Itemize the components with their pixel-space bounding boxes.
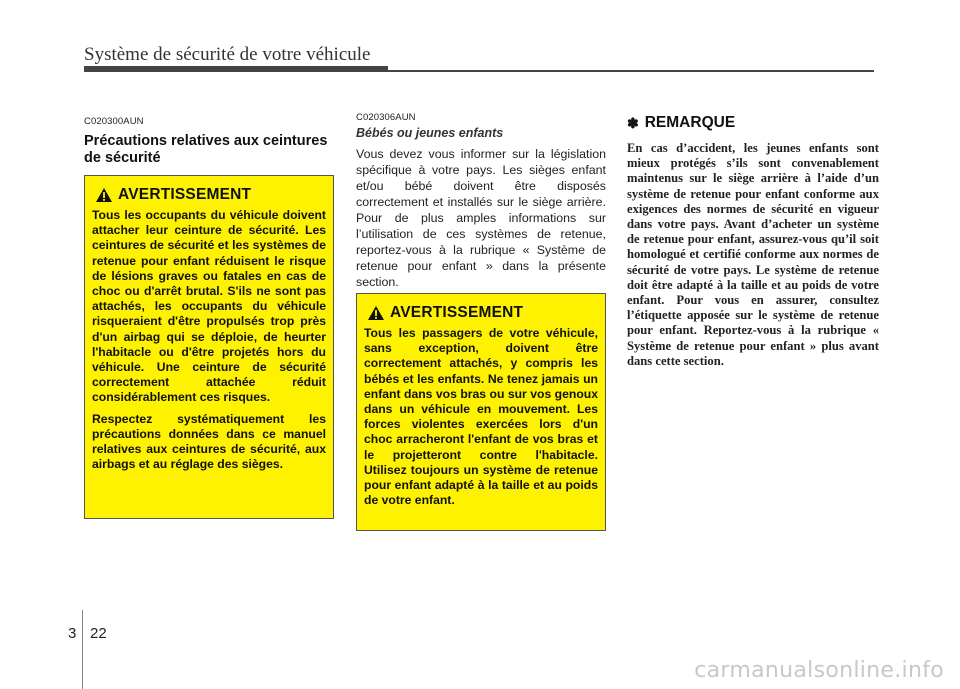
chapter-number: 3 xyxy=(68,625,77,642)
header-accent-bar xyxy=(84,66,388,72)
section-code: C020306AUN xyxy=(356,112,416,123)
remark-body: En cas d’accident, les jeunes enfants sont mieux protégés s’ils sont convenablement maintenus sur le siège arrière à l’aide d’un système de retenue pour enfant conforme aux exigences des normes de sécurité en vigueur dans votre pays. Avant d’acheter un système de retenue pour enfant, assurez-vous qu’il soit homologué et certifié conforme aux normes de sécurité de votre pays. Le système de retenue doit être adapté à la taille et au poids de votre enfant. Pour vous en assurer, consultez l’étiquette apposée sur le système de retenue pour enfant. Reportez-vous à la rubrique « Système de retenue pour enfant » plus avant dans cette section. xyxy=(627,141,879,368)
watermark: carmanualsonline.info xyxy=(694,658,944,683)
remark-header xyxy=(627,114,879,132)
warning-box-children xyxy=(356,293,606,531)
remark-title: REMARQUE xyxy=(644,114,736,131)
page-header-title: Système de sécurité de votre véhicule xyxy=(84,44,371,65)
warning-paragraph: Tous les passagers de votre véhicule, sans exception, doivent être correctement attachés, y compris les bébés et les enfants. Ne tenez jamais un enfant dans vos bras ou sur vos genoux dans un véhicule en mouvement. Les forces violentes exercées lors d'un choc arracheront l'enfant de vos bras et le projetteront contre l'habitacle. Utilisez toujours un système de retenue pour enfant adapté à la taille et au poids de votre enfant. xyxy=(364,326,598,508)
section-code: C020300AUN xyxy=(84,116,144,127)
warning-title: AVERTISSEMENT xyxy=(118,186,252,203)
warning-header xyxy=(95,186,326,204)
column-seatbelt-precautions xyxy=(84,116,334,167)
page-number: 22 xyxy=(90,625,107,642)
warning-paragraph: Tous les occupants du véhicule doivent attacher leur ceinture de sécurité. Les ceintures de sécurité et les systèmes de retenue pour enfant réduisent le risque de lésions graves ou fatales en cas de choc ou d'arrêt brutal. S'ils ne sont pas attachés, les occupants du véhicule risqueraient d'être propulsés trop près d'un airbag qui se déploie, de heurter l'habitacle ou d'être projetés hors du véhicule. Une ceinture de sécurité correctement attachée réduit considérablement ces risques. xyxy=(92,208,326,405)
warning-paragraph: Respectez systématiquement les précautions données dans ce manuel relatives aux ceintures de sécurité, aux airbags et au réglage des sièges. xyxy=(92,411,326,472)
warning-box-seatbelts xyxy=(84,175,334,519)
column-remark xyxy=(627,112,879,369)
warning-header xyxy=(367,304,598,322)
section-body: Vous devez vous informer sur la législation spécifique à votre pays. Les sièges enfant et/ou bébé doivent être disposés correctement et installés sur le siège arrière. Pour de plus amples informations sur l’utilisation de ces systèmes de retenue, reportez-vous à la rubrique « Système de retenue pour enfant » dans la présente section. xyxy=(356,147,606,289)
section-subheading: Bébés ou jeunes enfants xyxy=(356,126,504,140)
warning-title: AVERTISSEMENT xyxy=(390,304,524,321)
column-babies-children xyxy=(356,112,606,290)
warning-triangle-icon xyxy=(95,187,113,203)
section-heading: Précautions relatives aux ceintures de sécurité xyxy=(84,133,328,166)
page-number-divider xyxy=(82,610,83,689)
warning-triangle-icon xyxy=(367,305,385,321)
remark-asterisk-icon: ✽ xyxy=(627,114,639,131)
